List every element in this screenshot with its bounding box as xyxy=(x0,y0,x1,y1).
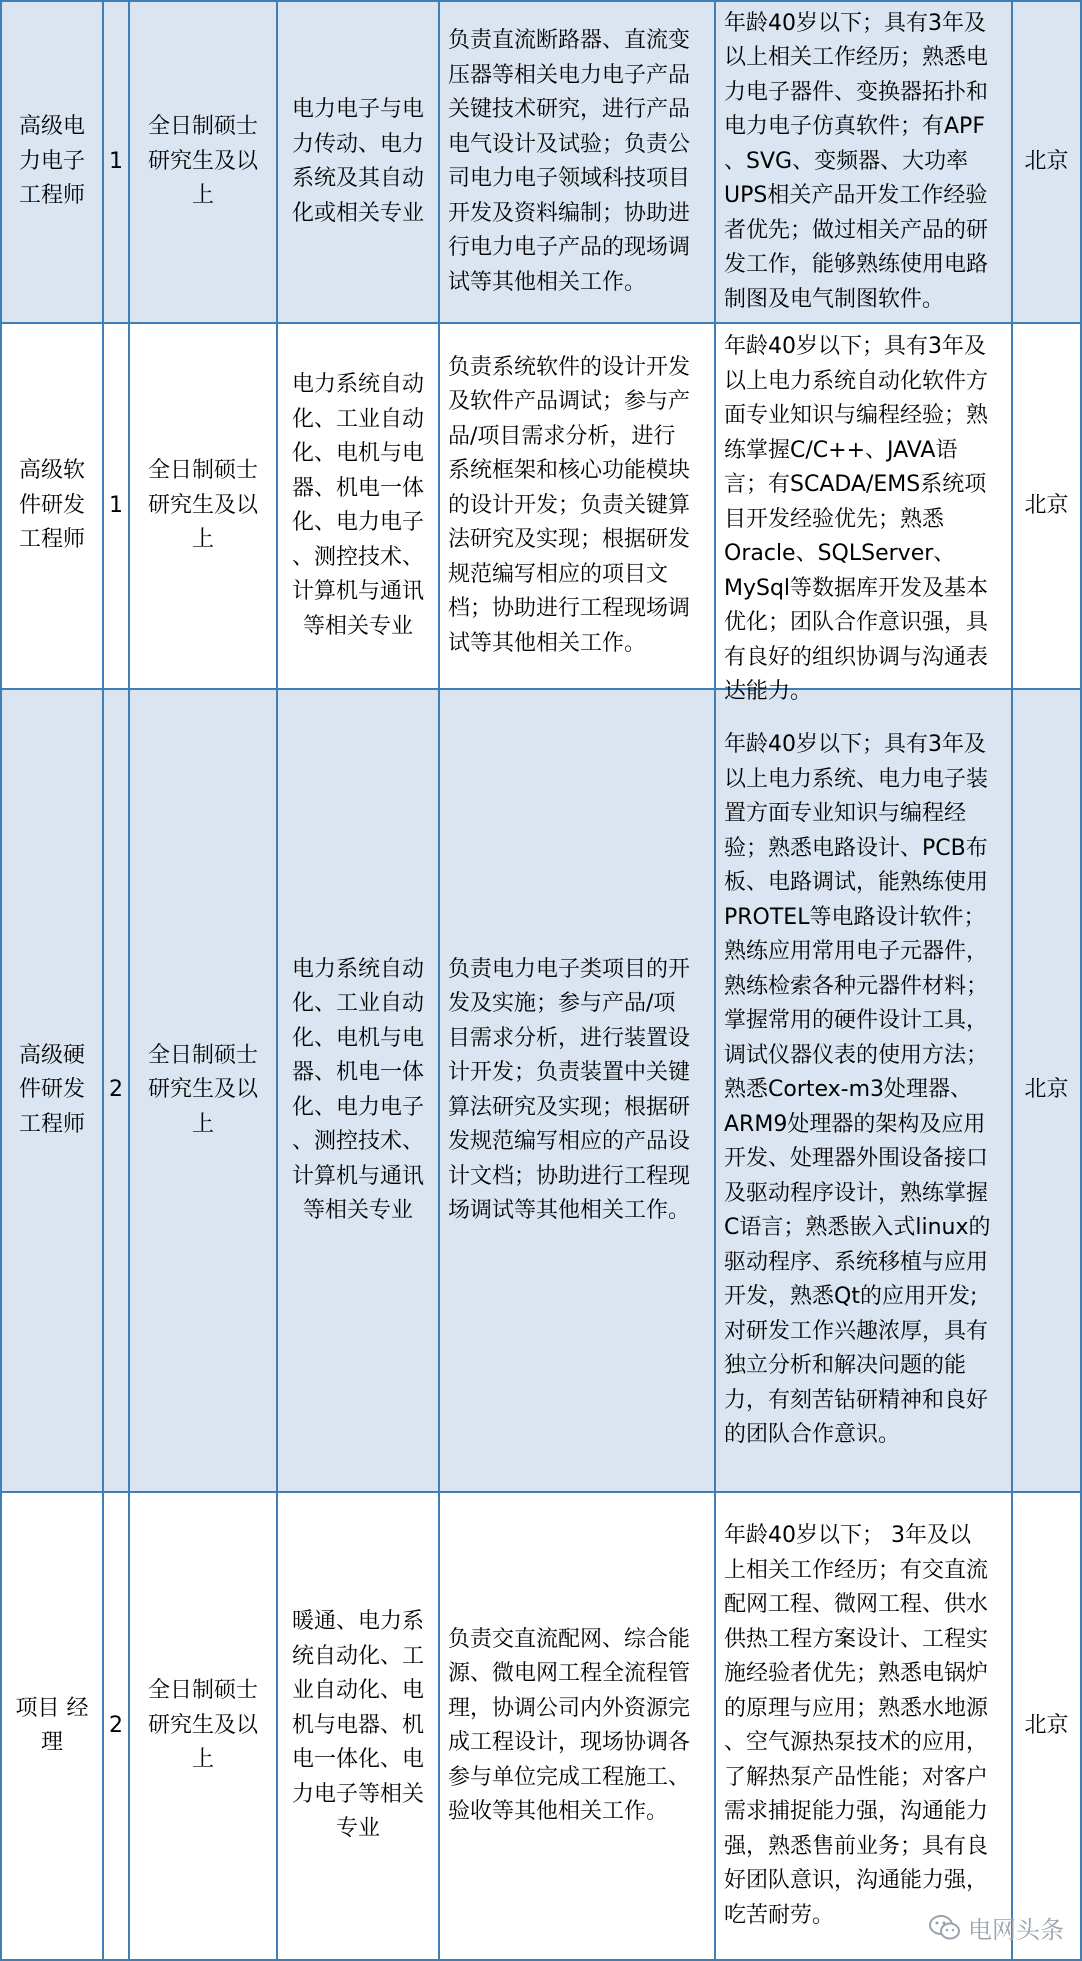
requirements-cell xyxy=(715,1492,1012,1960)
requirement-line: 力，有刻苦钻研精神和良好 xyxy=(724,1387,989,1413)
job-row xyxy=(1,323,1081,689)
major-line: 力电子等相关 xyxy=(291,1781,424,1807)
job-title-line: 工程师 xyxy=(18,183,85,209)
requirement-line: 以上相关工作经历；熟悉电 xyxy=(724,45,989,71)
job-row xyxy=(1,689,1081,1492)
job-title-line: 工程师 xyxy=(18,1111,85,1137)
requirement-line: 以上电力系统、电力电子装 xyxy=(724,766,989,792)
requirement-line: 力电子器件、变换器拓扑和 xyxy=(724,79,989,105)
major-line: 等相关专业 xyxy=(302,613,413,639)
requirement-line: 开发，熟悉Qt的应用开发; xyxy=(724,1284,978,1310)
requirement-line: 置方面专业知识与编程经 xyxy=(724,801,967,827)
requirements-clip xyxy=(724,330,1003,704)
requirements-cell xyxy=(715,1,1012,323)
requirement-line: 吃苦耐劳。 xyxy=(724,1902,835,1928)
duty-line: 司电力电子领域科技项目 xyxy=(448,166,691,191)
requirement-line: 调试仪器仪表的使用方法； xyxy=(724,1042,989,1068)
requirement-line: 开发、处理器外围设备接口 xyxy=(724,1146,989,1172)
degree-line: 研究生及以 xyxy=(147,492,258,518)
requirement-line: 练掌握C/C++、JAVA语 xyxy=(724,437,958,463)
job-table-body xyxy=(1,1,1081,1960)
degree-line: 研究生及以 xyxy=(147,1712,258,1738)
requirement-line: C语言；熟悉嵌入式linux的 xyxy=(724,1215,991,1241)
major-cell xyxy=(277,1492,439,1960)
job-title-line: 理 xyxy=(40,1730,63,1755)
major-line: 暖通、电力系 xyxy=(291,1609,424,1635)
requirement-line: ARM9处理器的架构及应用 xyxy=(724,1111,986,1137)
degree-line: 全日制硕士 xyxy=(147,1042,258,1068)
duty-line: 负责直流断路器、直流变 xyxy=(448,28,691,53)
major-line: 化、电机与电 xyxy=(291,1025,424,1051)
major-line: 、测控技术、 xyxy=(291,544,424,570)
requirement-line: 驱动程序、系统移植与应用 xyxy=(724,1249,989,1275)
requirement-line: PROTEL等电路设计软件； xyxy=(724,904,986,930)
degree-cell xyxy=(129,689,277,1492)
requirement-line: 板、电路调试，能熟练使用 xyxy=(724,870,989,896)
requirement-line: 独立分析和解决问题的能 xyxy=(724,1353,967,1379)
duty-line: 系统框架和核心功能模块 xyxy=(448,458,691,484)
degree-line: 研究生及以 xyxy=(147,148,258,174)
major-line: 专业 xyxy=(335,1816,380,1842)
requirement-line: 的原理与应用；熟悉水地源 xyxy=(724,1695,989,1721)
duty-line: 计文档；协助进行工程现 xyxy=(448,1163,691,1189)
requirement-line: 施经验者优先；熟悉电锅炉 xyxy=(724,1661,989,1686)
major-line: 化、电力电子 xyxy=(291,510,424,535)
degree-cell xyxy=(129,323,277,689)
duty-line: 负责电力电子类项目的开 xyxy=(448,956,691,982)
degree-line: 上 xyxy=(191,1747,214,1773)
duty-cell xyxy=(439,1492,715,1960)
requirement-line: 优化；团队合作意识强，具 xyxy=(724,610,989,635)
requirement-line: 好团队意识，沟通能力强， xyxy=(724,1868,989,1893)
job-title-cell xyxy=(1,689,103,1492)
duty-line: 计开发；负责装置中关键 xyxy=(448,1060,691,1085)
major-line: 器、机电一体 xyxy=(291,475,424,501)
job-title-line: 件研发 xyxy=(18,1077,85,1103)
major-cell xyxy=(277,1,439,323)
requirement-line: 了解热泵产品性能；对客户 xyxy=(724,1764,989,1790)
major-line: 电力系统自动 xyxy=(291,956,424,982)
duty-line: 的设计开发；负责关键算 xyxy=(448,492,691,518)
duty-line: 负责交直流配网、综合能 xyxy=(448,1626,691,1652)
requirement-line: 掌握常用的硬件设计工具， xyxy=(724,1008,989,1034)
duty-cell xyxy=(439,1,715,323)
major-cell xyxy=(277,689,439,1492)
requirement-line: 有良好的组织协调与沟通表 xyxy=(724,644,989,670)
degree-cell xyxy=(129,1,277,323)
major-line: 化、工业自动 xyxy=(291,406,424,432)
requirement-line: 验；熟悉电路设计、PCB布 xyxy=(724,835,988,861)
duty-line: 算法研究及实现；根据研 xyxy=(448,1094,691,1120)
duty-line: 电气设计及试验；负责公 xyxy=(448,131,691,157)
job-title-line: 力电子 xyxy=(18,148,85,174)
job-title-line: 项目 经 xyxy=(15,1695,89,1721)
requirement-line: 制图及电气制图软件。 xyxy=(724,286,945,312)
requirement-line: 的团队合作意识。 xyxy=(724,1422,901,1448)
duty-line: 档；协助进行工程现场调 xyxy=(448,596,691,622)
requirement-line: 对研发工作兴趣浓厚，具有 xyxy=(724,1318,989,1344)
degree-line: 全日制硕士 xyxy=(147,458,258,484)
duty-line: 开发及资料编制；协助进 xyxy=(448,200,691,226)
major-line: 化、工业自动 xyxy=(291,991,424,1016)
requirement-line: 年龄40岁以下；具有3年及 xyxy=(724,334,986,359)
duty-line: 及软件产品调试；参与产 xyxy=(448,389,691,415)
requirements-cell xyxy=(715,689,1012,1492)
major-line: 器、机电一体 xyxy=(291,1060,424,1085)
job-row xyxy=(1,1492,1081,1960)
duty-line: 行电力电子产品的现场调 xyxy=(448,235,691,260)
headcount-cell: 2 xyxy=(103,1492,129,1960)
requirement-line: 强，熟悉售前业务；具有良 xyxy=(724,1833,989,1859)
job-title-cell xyxy=(1,323,103,689)
duty-line: 关键技术研究，进行产品 xyxy=(448,97,691,122)
degree-line: 上 xyxy=(191,183,214,209)
job-title-cell xyxy=(1,1,103,323)
headcount-cell: 1 xyxy=(103,1,129,323)
city-cell: 北京 xyxy=(1012,323,1081,689)
requirement-line: 上相关工作经历；有交直流 xyxy=(724,1557,989,1583)
requirement-line: 以上电力系统自动化软件方 xyxy=(724,368,989,394)
major-line: 化、电力电子 xyxy=(291,1094,424,1120)
major-line: 电一体化、电 xyxy=(291,1747,424,1773)
requirement-line: 、SVG、变频器、大功率 xyxy=(724,148,969,174)
headcount-cell: 2 xyxy=(103,689,129,1492)
major-line: 化或相关专业 xyxy=(291,200,424,226)
requirement-line: 及驱动程序设计，熟练掌握 xyxy=(724,1180,989,1206)
job-title-line: 件研发 xyxy=(18,492,85,518)
requirement-line: 熟练检索各种元器件材料； xyxy=(724,973,989,999)
degree-line: 全日制硕士 xyxy=(147,1678,258,1704)
major-line: 统自动化、工 xyxy=(291,1643,424,1669)
requirement-line: 年龄40岁以下；具有3年及 xyxy=(724,10,986,36)
job-title-cell xyxy=(1,1492,103,1960)
requirement-line: 年龄40岁以下；具有3年及 xyxy=(724,732,986,758)
requirement-line: MySql等数据库开发及基本 xyxy=(724,575,989,601)
degree-line: 研究生及以 xyxy=(147,1077,258,1103)
city-cell: 北京 xyxy=(1012,1,1081,323)
duty-line: 源、微电网工程全流程管 xyxy=(448,1661,691,1686)
watermark xyxy=(928,1910,1064,1945)
requirements-cell xyxy=(715,323,1012,704)
major-line: 力传动、电力 xyxy=(291,131,424,157)
duty-line: 法研究及实现；根据研发 xyxy=(448,527,691,553)
duty-line: 成工程设计，现场协调各 xyxy=(448,1730,691,1755)
duty-line: 规范编写相应的项目文 xyxy=(448,561,669,587)
headcount-cell: 1 xyxy=(103,323,129,689)
requirement-line: 面专业知识与编程经验；熟 xyxy=(724,403,989,428)
requirement-line: Oracle、SQLServer、 xyxy=(724,541,956,566)
major-line: 计算机与通讯 xyxy=(291,579,424,604)
major-line: 电力电子与电 xyxy=(291,97,424,122)
requirement-line: 供热工程方案设计、工程实 xyxy=(724,1626,989,1652)
degree-line: 全日制硕士 xyxy=(147,114,258,140)
duty-line: 试等其他相关工作。 xyxy=(448,630,647,656)
requirement-line: 言；有SCADA/EMS系统项 xyxy=(724,472,987,497)
requirement-line: 配网工程、微网工程、供水 xyxy=(724,1592,989,1617)
requirement-line: 需求捕捉能力强，沟通能力 xyxy=(724,1799,989,1824)
requirement-line: 熟悉Cortex-m3处理器、 xyxy=(724,1077,973,1103)
duty-line: 理，协调公司内外资源完 xyxy=(448,1695,691,1721)
degree-line: 上 xyxy=(191,1111,214,1137)
major-cell xyxy=(277,323,439,689)
job-title-line: 高级电 xyxy=(18,114,85,140)
duty-line: 压器等相关电力电子产品 xyxy=(448,62,691,88)
job-title-line: 高级硬 xyxy=(18,1042,85,1068)
requirement-line: 熟练应用常用电子元器件， xyxy=(724,939,989,965)
duty-line: 试等其他相关工作。 xyxy=(448,269,647,295)
duty-line: 参与单位完成工程施工、 xyxy=(448,1764,691,1790)
job-title-line: 高级软 xyxy=(18,458,85,484)
major-line: 等相关专业 xyxy=(302,1198,413,1223)
duty-line: 目需求分析，进行装置设 xyxy=(448,1025,691,1051)
duty-line: 发规范编写相应的产品设 xyxy=(448,1129,691,1154)
degree-line: 上 xyxy=(191,527,214,553)
major-line: 业自动化、电 xyxy=(291,1678,424,1704)
major-line: 系统及其自动 xyxy=(291,166,424,191)
watermark-text: 电网头条 xyxy=(968,1916,1064,1944)
duty-cell xyxy=(439,323,715,689)
requirement-line: 达能力。 xyxy=(724,679,813,704)
job-title-line: 工程师 xyxy=(18,527,85,553)
duty-line: 验收等其他相关工作。 xyxy=(448,1799,669,1824)
major-line: 化、电机与电 xyxy=(291,441,424,466)
duty-line: 发及实施；参与产品/项 xyxy=(448,991,676,1016)
degree-cell xyxy=(129,1492,277,1960)
requirement-line: 、空气源热泵技术的应用， xyxy=(724,1730,989,1755)
requirement-line: 年龄40岁以下； 3年及以 xyxy=(724,1523,971,1548)
requirement-line: UPS相关产品开发工作经验 xyxy=(724,183,988,209)
major-line: 、测控技术、 xyxy=(291,1129,424,1154)
duty-cell xyxy=(439,689,715,1492)
duty-line: 负责系统软件的设计开发 xyxy=(448,354,691,380)
job-row xyxy=(1,1,1081,323)
city-cell: 北京 xyxy=(1012,1492,1081,1960)
duty-line: 场调试等其他相关工作。 xyxy=(448,1198,691,1223)
major-line: 计算机与通讯 xyxy=(291,1163,424,1189)
duty-line: 品/项目需求分析，进行 xyxy=(448,423,676,449)
major-line: 电力系统自动 xyxy=(291,372,424,397)
requirement-line: 电力电子仿真软件；有APF xyxy=(724,114,985,140)
requirement-line: 发工作，能够熟练使用电路 xyxy=(724,252,989,278)
wechat-icon xyxy=(928,1914,962,1942)
major-line: 机与电器、机 xyxy=(291,1712,424,1738)
city-cell: 北京 xyxy=(1012,689,1081,1492)
requirement-line: 目开发经验优先；熟悉 xyxy=(724,506,945,532)
requirement-line: 者优先；做过相关产品的研 xyxy=(724,217,989,243)
